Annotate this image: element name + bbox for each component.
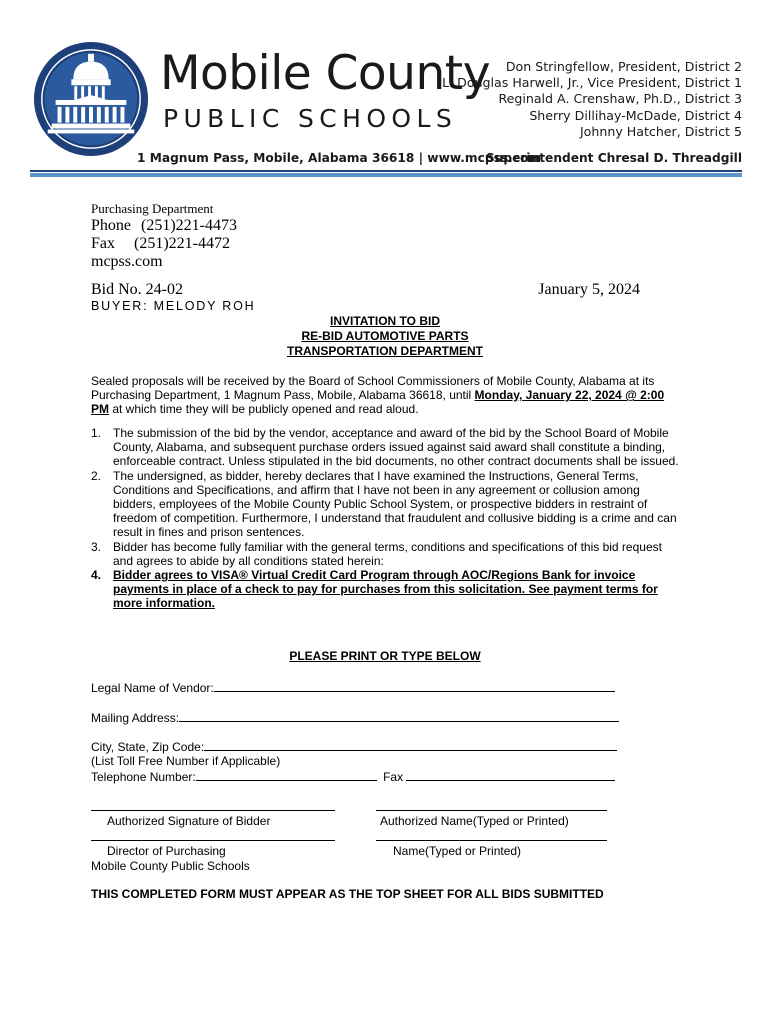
board-member: Reginald A. Crenshaw, Ph.D., District 3	[498, 91, 742, 107]
mcps-label: Mobile County Public Schools	[91, 859, 250, 873]
address-line: 1 Magnum Pass, Mobile, Alabama 36618 | www.mcpss.com	[137, 151, 542, 165]
mailing-address-label: Mailing Address:	[91, 711, 180, 725]
board-member: Don Stringfellow, President, District 2	[505, 59, 742, 74]
fax-line	[91, 235, 230, 253]
bid-number: Bid No. 24-02	[91, 281, 183, 298]
telephone-line[interactable]	[196, 769, 377, 781]
bid-deadline: Monday, January 22, 2024 @ 2:00 PM	[91, 388, 665, 417]
item-number: 1.	[91, 426, 102, 440]
print-instruction-heading: PLEASE PRINT OR TYPE BELOW	[289, 649, 481, 663]
intro-text-end: at which time they will be publicly opened and read aloud.	[109, 402, 419, 417]
fax-label: Fax	[91, 235, 115, 252]
phone-line	[91, 217, 237, 235]
toll-free-note: (List Toll Free Number if Applicable)	[91, 754, 281, 768]
telephone-fax-field[interactable]	[91, 769, 615, 784]
item-text: Bidder agrees to VISA® Virtual Credit Card Program through AOC/Regions Bank for invoice payments in place of a check to pay for purchases from this solicitation. See payment terms for more information.	[113, 568, 658, 611]
item-text: The submission of the bid by the vendor, acceptance and award of the bid by the School Board of Mobile County, Alabama, and subsequent purchase orders issued against said award shall constitute a binding, enforceable contract. Unless stipulated in the bid documents, no other contract documents shall be issued.	[113, 426, 679, 469]
list-item	[91, 426, 683, 469]
bidder-signature-label: Authorized Signature of Bidder	[107, 814, 271, 828]
authorized-name-line[interactable]	[376, 810, 607, 811]
board-members	[442, 59, 742, 140]
city-state-zip-line[interactable]	[204, 739, 617, 751]
intro-text: Sealed proposals will be received by the Board of School Commissioners of Mobile County, Alabama at its Purchasing Department, 1 Magnum Pass, Mobile, Alabama 36618, until	[91, 374, 655, 403]
phone-label: Phone	[91, 217, 131, 234]
letterhead-rule-light	[30, 173, 742, 177]
director-label: Director of Purchasing	[107, 844, 226, 858]
item-number: 3.	[91, 539, 102, 554]
heading-rebid: RE-BID AUTOMOTIVE PARTS	[301, 329, 469, 343]
list-item	[91, 540, 683, 568]
organization-subtitle: PUBLIC SCHOOLS	[163, 104, 458, 133]
organization-name: Mobile County	[160, 46, 491, 101]
board-member: Johnny Hatcher, District 5	[579, 123, 742, 139]
list-item	[91, 469, 683, 540]
bid-date: January 5, 2024	[538, 281, 640, 298]
item-text: Bidder has become fully familiar with the general terms, conditions and specifications of this bid request and agrees to abide by all conditions stated herein:	[113, 539, 662, 568]
buyer-name: BUYER: MELODY ROH	[91, 299, 256, 313]
mailing-address-field[interactable]	[91, 710, 619, 725]
superintendent-name: Superintendent Chresal D. Threadgill	[485, 151, 742, 165]
bidder-signature-line[interactable]	[91, 810, 335, 811]
legal-name-field[interactable]	[91, 680, 615, 695]
authorized-name-label: Authorized Name(Typed or Printed)	[380, 814, 569, 828]
board-member: L. Douglas Harwell, Jr., Vice President, District 1	[442, 75, 742, 91]
list-item	[91, 568, 683, 611]
phone-number: (251)221-4473	[141, 217, 237, 234]
legal-name-line[interactable]	[214, 680, 615, 692]
fax-field-label: Fax	[383, 770, 404, 784]
item-number: 2.	[91, 468, 102, 483]
director-name-line[interactable]	[376, 840, 607, 841]
director-signature-line[interactable]	[91, 840, 335, 841]
intro-paragraph	[91, 374, 681, 417]
telephone-label: Telephone Number:	[91, 770, 196, 784]
school-seal-logo	[32, 40, 150, 158]
fax-number: (251)221-4472	[134, 235, 230, 252]
director-name-typed-label: Name(Typed or Printed)	[393, 844, 522, 858]
heading-department: TRANSPORTATION DEPARTMENT	[287, 344, 483, 358]
legal-name-label: Legal Name of Vendor:	[91, 681, 214, 695]
mailing-address-line[interactable]	[179, 710, 619, 722]
department-name: Purchasing Department	[91, 201, 214, 216]
city-state-zip-label: City, State, Zip Code:	[91, 740, 205, 754]
letterhead-rule-dark	[30, 170, 742, 172]
terms-list	[91, 426, 683, 611]
top-sheet-notice: THIS COMPLETED FORM MUST APPEAR AS THE TOP SHEET FOR ALL BIDS SUBMITTED	[91, 887, 604, 901]
city-state-zip-field[interactable]	[91, 739, 617, 754]
heading-invitation: INVITATION TO BID	[330, 314, 440, 328]
item-number: 4.	[91, 568, 102, 583]
fax-line-blank[interactable]	[406, 769, 615, 781]
website: mcpss.com	[91, 253, 163, 270]
board-member: Sherry Dillihay-McDade, District 4	[529, 107, 742, 123]
item-text: The undersigned, as bidder, hereby declares that I have examined the Instructions, General Terms, Conditions and Specifications, and affirm that I have not been in any agreement or collusion among bidders, employees of the Mobile County Public School System, or prospective bidders in restraint of freedom of competition. Furthermore, I understand that fraudulent and collusive bidding is a crime and can result in fines and prison sentences.	[113, 468, 677, 540]
